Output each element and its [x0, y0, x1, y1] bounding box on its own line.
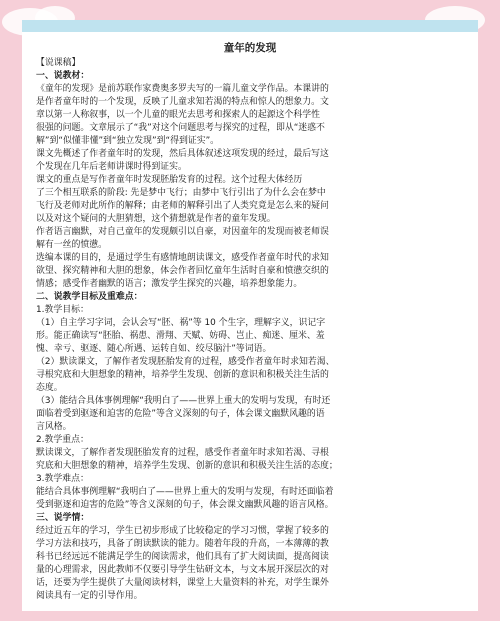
- text-line: 解”到“似懂非懂”到“独立发现”到“得到证实”。: [36, 136, 220, 146]
- text-line: 个发现在几年后老师讲课时得到证实。: [36, 162, 187, 172]
- text-line: 《童年的发现》是前苏联作家费奥多罗夫写的一篇儿童文学作品。本课讲的: [36, 84, 329, 94]
- text-line: 阅读具有一定的引导作用。: [36, 591, 143, 601]
- text-line: 1.教学目标：: [36, 305, 89, 315]
- text-line: 话，还要为学生提供了大量阅读材料，课堂上大量资料的补充，对学生课外: [36, 578, 329, 588]
- text-line: 愧、幸亏、驱逐、随心所遇、运转自如、绞尽脑汁”等词语。: [36, 344, 272, 354]
- text-line: 科书已经远远不能满足学生的阅读需求，他们具有了扩大阅读面，提高阅读: [36, 552, 329, 562]
- text-line: 面临着受到驱逐和迫害的危险”等含义深刻的句子，体会课文幽默风趣的语: [36, 409, 325, 419]
- text-line: 量的心理需求，因此教师不仅要引导学生钻研文本，与文本展开深层次的对: [36, 565, 329, 575]
- text-line: （1）自主学习字词，会认会写“胚、祸”等 10 个生字，理解字义，识记字: [36, 318, 326, 328]
- text-line: 了三个相互联系的阶段: 先是梦中飞行；由梦中飞行引出了为什么会在梦中: [36, 188, 326, 198]
- text-line: 很强的问题。文章展示了“我”对这个问题思考与探究的过程，即从“迷惑不: [36, 123, 325, 133]
- text-line: 欲望、探究精神和大胆的想象，体会作者回忆童年生活时自豪和愤懑交织的: [36, 266, 329, 276]
- text-line: 经过近五年的学习，学生已初步形成了比较稳定的学习习惯，掌握了较多的: [36, 526, 329, 536]
- text-line: 形。能正确读写“胚胎、祸患、滑翔、天赋、妨碍、岂止、痴迷、厘米、羞: [36, 331, 325, 341]
- text-line: 受到驱逐和迫害的危险”等含义深刻的句子，体会课文幽默风趣的语言风格。: [36, 500, 334, 510]
- top-decorative-band: [22, 20, 478, 32]
- text-line: 2.教学重点：: [36, 435, 89, 445]
- text-line: 以及对这个疑问的大胆猜想，这个猜想就是作者的童年发现。: [36, 214, 276, 224]
- section-heading: 二、说教学目标及重难点：: [36, 292, 143, 302]
- section-heading: 三、说学情：: [36, 513, 90, 523]
- text-line: 课文先概述了作者童年时的发现，然后具体叙述这项发现的经过，最后写这: [36, 149, 329, 159]
- text-line: 情感；感受作者幽默的语言；激发学生探究的兴趣，培养想象能力。: [36, 279, 303, 289]
- text-line: 选编本课的目的，是通过学生有感情地朗读课文，感受作者童年时代的求知: [36, 253, 329, 263]
- text-line: 能结合具体事例理解“我明白了——世界上重大的发明与发现，有时还面临着: [36, 487, 334, 497]
- text-line: 默读课文，了解作者发现胚胎发育的过程，感受作者童年时求知若渴、寻根: [36, 448, 329, 458]
- text-line: 寻根究底和大胆想象的精神，培养学生发现、创新的意识和积极关注生活的: [36, 370, 329, 380]
- text-line: 态度。: [36, 383, 63, 393]
- text-line: 解有一丝的愤懑。: [36, 240, 107, 250]
- document-body: [36, 57, 464, 603]
- text-line: （3）能结合具体事例理解“我明白了——世界上重大的发明与发现，有时还: [36, 396, 331, 406]
- text-line: （2）默读课文，了解作者发现胚胎发育的过程，感受作者童年时求知若渴、: [36, 357, 335, 367]
- document-card: [22, 20, 478, 611]
- text-line: 言风格。: [36, 422, 72, 432]
- document-title: 童年的发现: [223, 42, 277, 54]
- text-line: 学习方法和技巧，具备了朗读默读的能力。随着年段的升高，一本薄薄的教: [36, 539, 329, 549]
- text-line: 飞行及老师对此所作的解释；由老师的解释引出了人类究竟是怎么来的疑问: [36, 201, 329, 211]
- text-line: 作者语言幽默，对自己童年的发现颇引以自豪，对因童年的发现而被老师误: [36, 227, 329, 237]
- text-line: 【说课稿】: [36, 58, 81, 68]
- text-line: 究底和大胆想象的精神，培养学生发现、创新的意识和积极关注生活的态度；: [36, 461, 338, 471]
- text-line: 是作者童年时的一个发现，反映了儿童求知若渴的特点和惊人的想象力。文: [36, 97, 329, 107]
- text-line: 课文的重点是写作者童年时发现胚胎发育的过程。这个过程大体经历: [36, 175, 303, 185]
- section-heading: 一、说教材：: [36, 71, 90, 81]
- text-line: 3.教学难点：: [36, 474, 89, 484]
- text-line: 章以第一人称叙事，以一个儿童的眼光去思考和探索人的起源这个科学性: [36, 110, 320, 120]
